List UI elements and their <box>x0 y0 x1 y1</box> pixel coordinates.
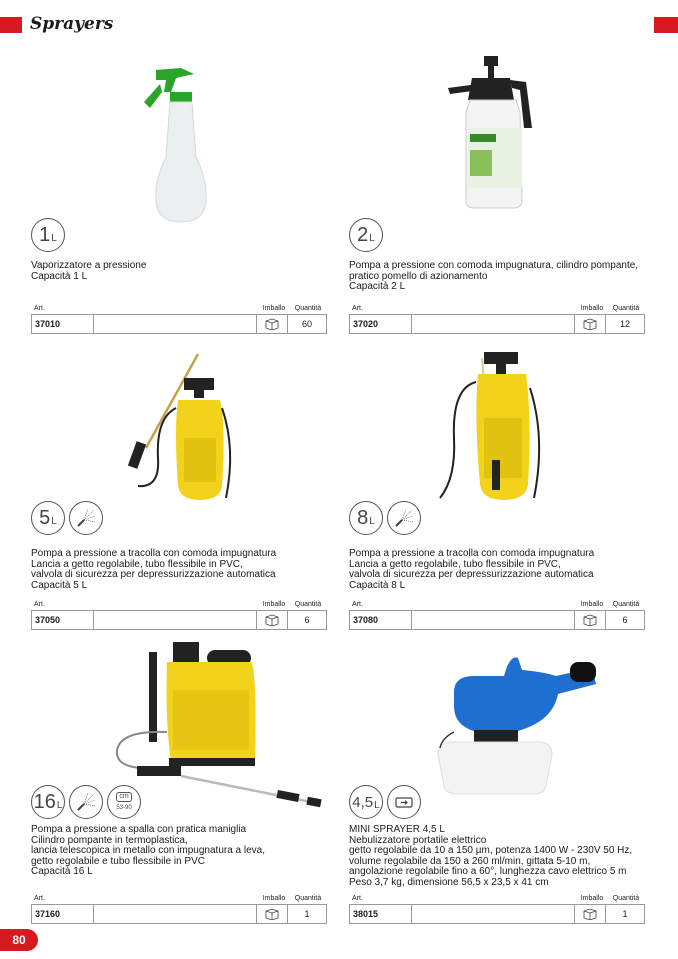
telescopic-lance-icon: cm 53-90 <box>107 785 141 819</box>
product-image-shoulder-sprayer-5l <box>126 348 241 508</box>
product-table: Art. Imballo Quantità 37160 1 <box>31 890 327 924</box>
page-number: 80 <box>0 929 38 951</box>
product-image-backpack-sprayer-16l <box>111 640 326 812</box>
quantity: 1 <box>304 909 310 919</box>
electric-plug-icon <box>387 785 421 819</box>
header-red-tab-left <box>0 17 22 33</box>
box-icon <box>265 318 279 330</box>
box-icon <box>583 908 597 920</box>
capacity-badge: 8 L <box>349 501 383 535</box>
table-row <box>31 904 327 924</box>
product-table: Art. Imballo Quantità 37050 6 <box>31 596 327 630</box>
product-table: Art. Imballo Quantità 37020 12 <box>349 300 645 334</box>
quantity: 6 <box>304 615 310 625</box>
capacity-badge: 2 L <box>349 218 383 252</box>
capacity-badge: 5 L <box>31 501 65 535</box>
product-card <box>349 640 645 930</box>
product-card <box>31 50 327 340</box>
product-description: Vaporizzatore a pressione Capacità 1 L <box>31 260 147 282</box>
section-title: Sprayers <box>30 14 114 34</box>
quantity: 60 <box>301 319 312 329</box>
header-red-tab-right <box>654 17 678 33</box>
quantity: 1 <box>622 909 628 919</box>
article-code: 38015 <box>350 905 412 923</box>
product-image-pump-sprayer <box>444 54 539 214</box>
box-icon <box>583 614 597 626</box>
table-row <box>31 314 327 334</box>
product-card <box>349 50 645 340</box>
capacity-badge: 1 L <box>31 218 65 252</box>
product-card <box>349 346 645 636</box>
product-image-shoulder-sprayer-8l <box>434 348 554 508</box>
table-row <box>349 610 645 630</box>
product-table: Art. Imballo Quantità 37010 60 <box>31 300 327 334</box>
product-image-trigger-sprayer <box>136 62 216 227</box>
article-code: 37080 <box>350 611 412 629</box>
article-code: 37050 <box>32 611 94 629</box>
table-row <box>31 610 327 630</box>
product-table: Art. Imballo Quantità 38015 1 <box>349 890 645 924</box>
product-description: Pompa a pressione a tracolla con comoda impugnatura Lancia a getto regolabile, tubo flessibile in PVC, valvola di sicurezza per depressurizzazione automatica Capacità 5 L <box>31 548 277 591</box>
quantity: 6 <box>622 615 628 625</box>
spray-nozzle-icon <box>69 785 103 819</box>
product-image-electric-mini-sprayer <box>434 646 604 796</box>
table-row <box>349 904 645 924</box>
quantity: 12 <box>619 319 630 329</box>
product-card <box>31 346 327 636</box>
spray-nozzle-icon <box>387 501 421 535</box>
product-description: Pompa a pressione a tracolla con comoda impugnatura Lancia a getto regolabile, tubo flessibile in PVC, valvola di sicurezza per depressurizzazione automatica Capacità 8 L <box>349 548 595 591</box>
article-code: 37010 <box>32 315 94 333</box>
box-icon <box>583 318 597 330</box>
capacity-badge: 16 L <box>31 785 65 819</box>
table-row <box>349 314 645 334</box>
article-code: 37160 <box>32 905 94 923</box>
product-table: Art. Imballo Quantità 37080 6 <box>349 596 645 630</box>
capacity-badge: 4,5 L <box>349 785 383 819</box>
article-code: 37020 <box>350 315 412 333</box>
product-description: MINI SPRAYER 4,5 L Nebulizzatore portatile elettrico getto regolabile da 10 a 150 µm, potenza 1400 W - 230V 50 Hz, volume regolabile da 150 a 260 ml/min, gittata 5-10 m, angolazione regolabile fino a 60°, lunghezza cavo elettrico 5 m Peso 3,7 kg, dimensione 56,5 x 23,5 x 41 cm <box>349 824 633 888</box>
box-icon <box>265 614 279 626</box>
spray-nozzle-icon <box>69 501 103 535</box>
product-description: Pompa a pressione con comoda impugnatura, cilindro pompante, pratico pomello di azionamento Capacità 2 L <box>349 260 639 292</box>
product-description: Pompa a pressione a spalla con pratica maniglia Cilindro pompante in termoplastica, lancia telescopica in metallo con impugnatura a leva, getto regolabile e tubo flessibile in PVC Capacità 16 L <box>31 824 266 877</box>
box-icon <box>265 908 279 920</box>
product-card <box>31 640 327 930</box>
